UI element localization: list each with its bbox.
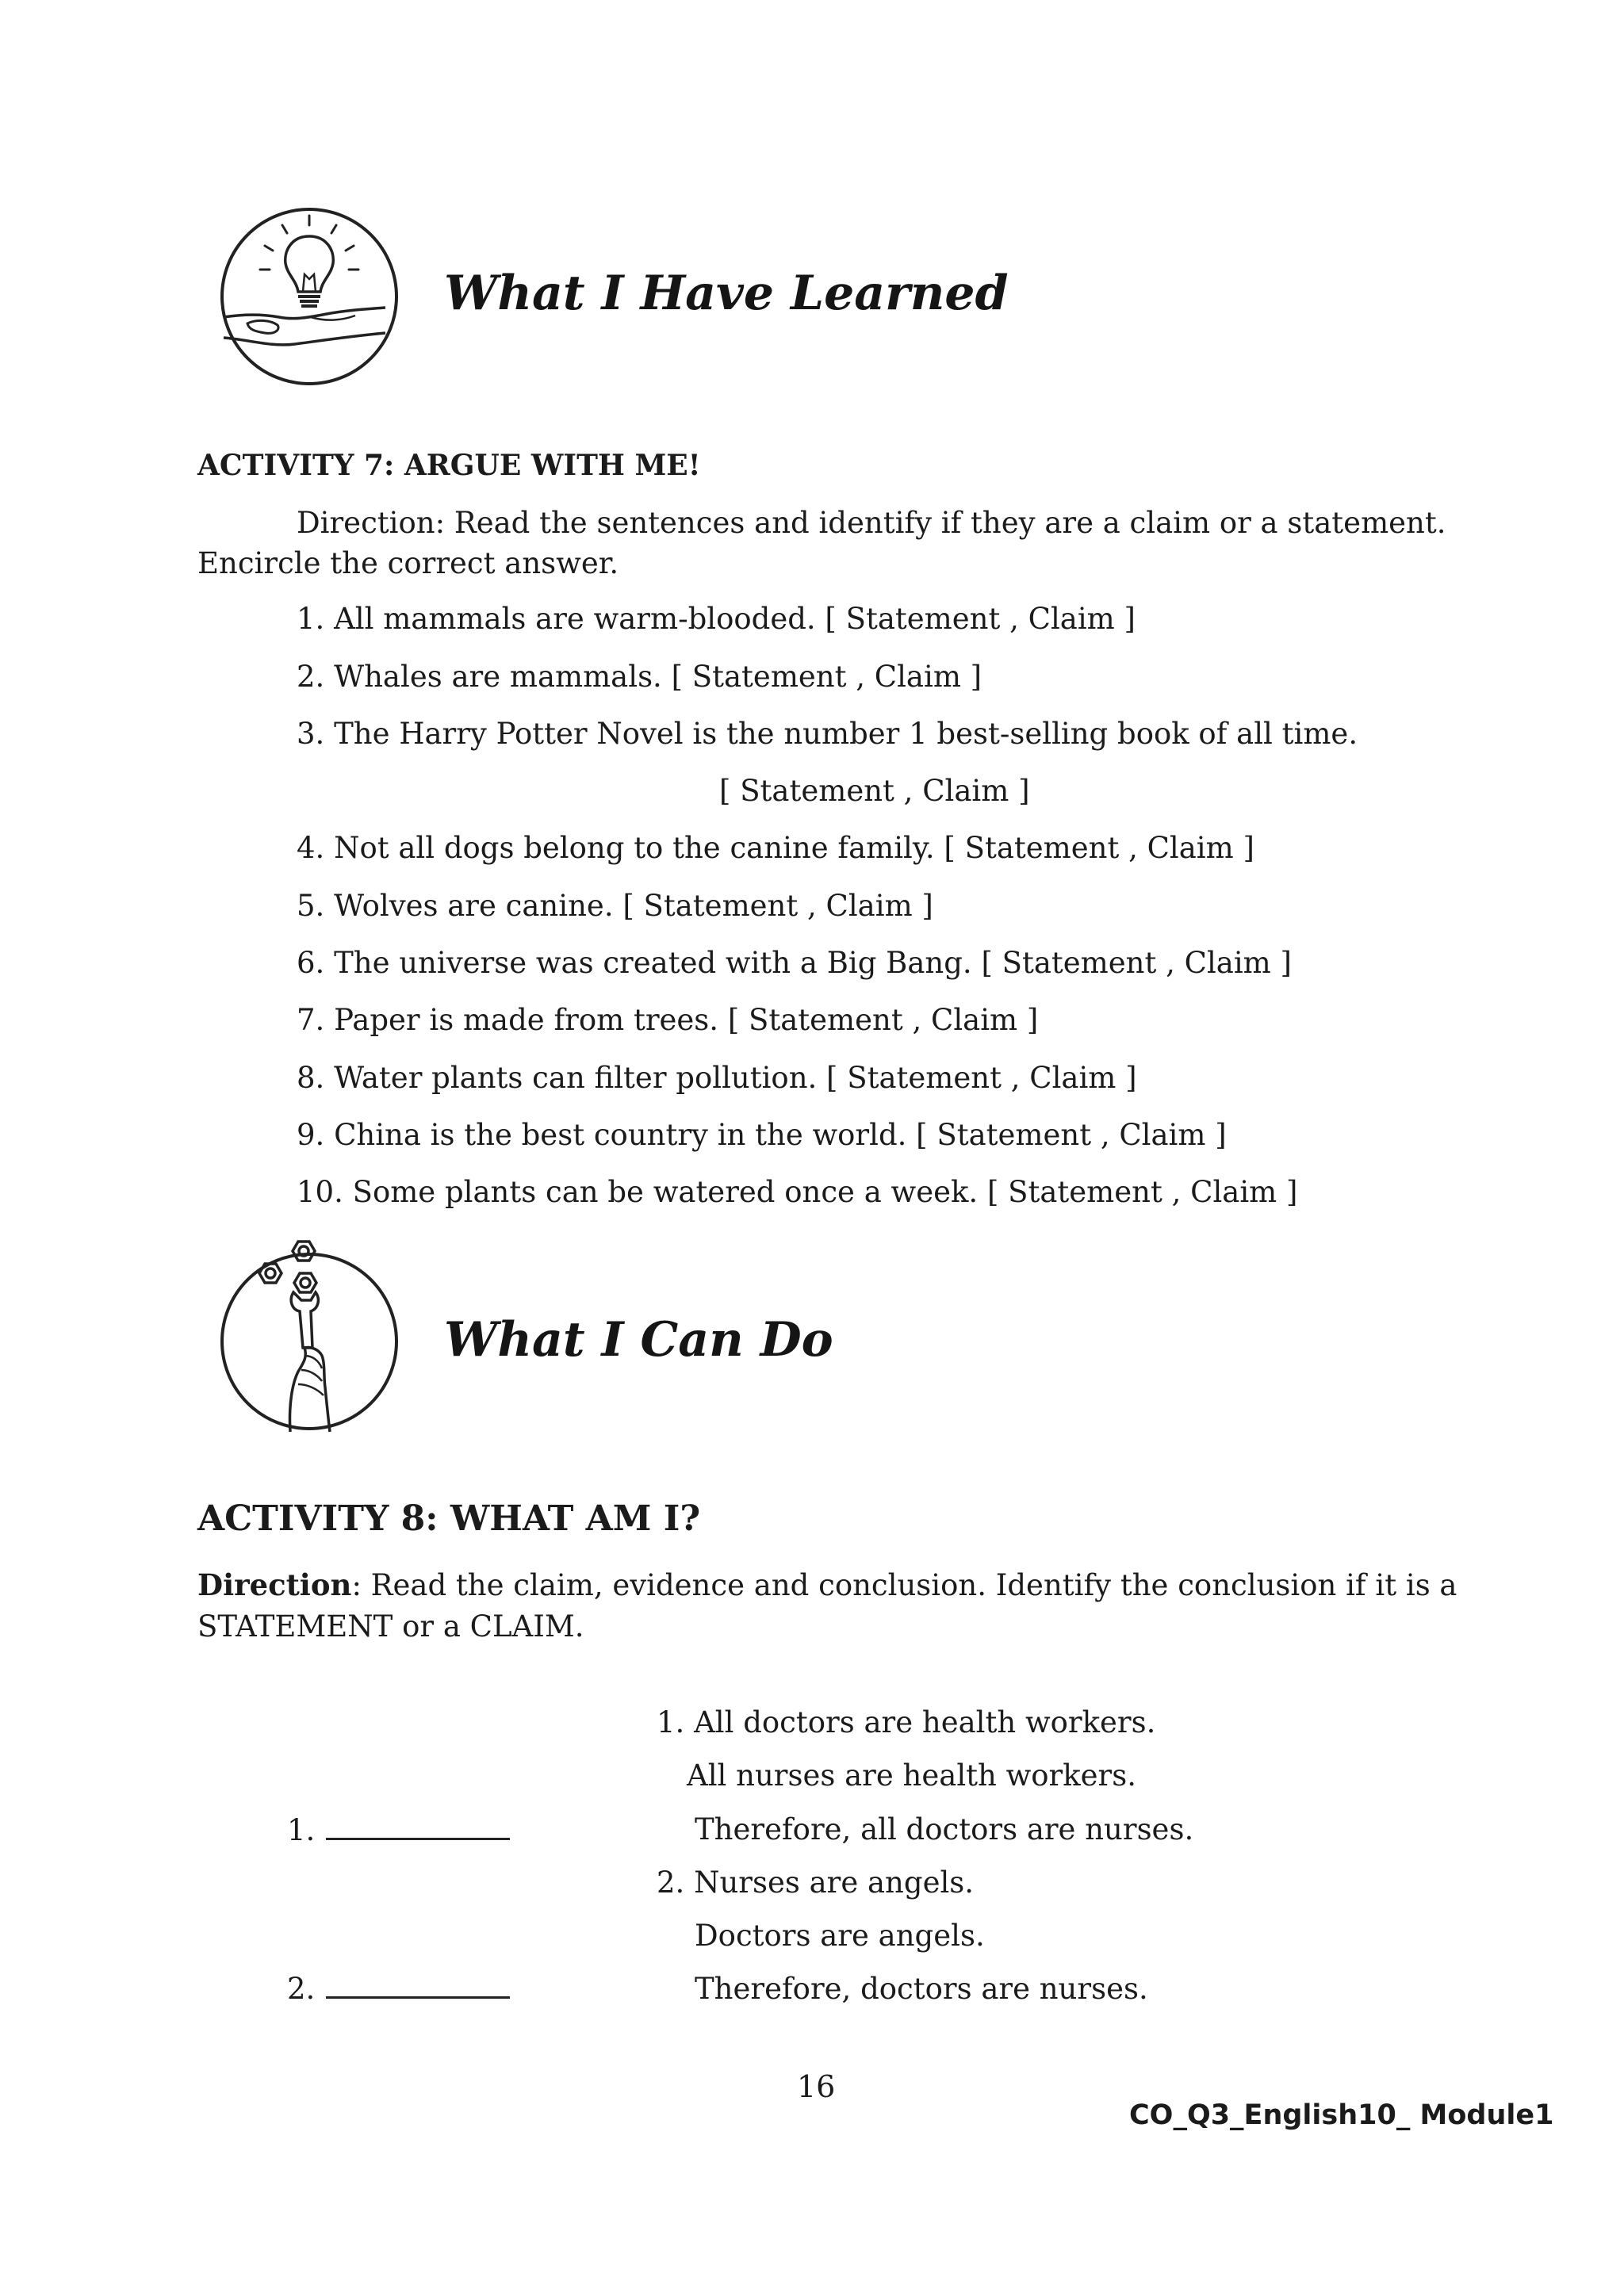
list-item: 10. Some plants can be watered once a week. [ Statement , Claim ] xyxy=(297,1175,1298,1209)
activity7-direction-line1: Direction: Read the sentences and identify if they are a claim or a statement. xyxy=(297,506,1446,540)
direction-label: Direction xyxy=(197,1567,352,1602)
module-code: CO_Q3_English10_ Module1 xyxy=(1129,2099,1554,2131)
answer-1-label: 1. xyxy=(287,1813,316,1847)
activity8-direction-line1 xyxy=(197,1567,1457,1602)
list-item: 5. Wolves are canine. [ Statement , Claim ] xyxy=(297,889,933,923)
syllogism-2-line-1: 2. Nurses are angels. xyxy=(657,1866,975,1900)
answer-2-label: 2. xyxy=(287,1972,316,2006)
direction-text: : Read the claim, evidence and conclusion. Identify the conclusion if it is a xyxy=(351,1568,1457,1602)
list-item: 3. The Harry Potter Novel is the number 1 best-selling book of all time. xyxy=(297,717,1358,751)
list-item: 4. Not all dogs belong to the canine family. [ Statement , Claim ] xyxy=(297,831,1254,865)
answer-blank-2[interactable] xyxy=(287,1972,510,2006)
section-title-learned: What I Have Learned xyxy=(444,266,1009,321)
lightbulb-hand-icon xyxy=(216,198,403,395)
list-item: 8. Water plants can filter pollution. [ Statement , Claim ] xyxy=(297,1061,1137,1095)
section-title-can-do: What I Can Do xyxy=(444,1312,833,1368)
activity8-heading: ACTIVITY 8: WHAT AM I? xyxy=(197,1498,701,1539)
list-item: 9. China is the best country in the world. [ Statement , Claim ] xyxy=(297,1118,1227,1152)
answer-blank-1[interactable] xyxy=(287,1813,510,1847)
syllogism-2-line-3: Therefore, doctors are nurses. xyxy=(695,1972,1148,2006)
page-number: 16 xyxy=(797,2069,836,2104)
syllogism-1-line-1: 1. All doctors are health workers. xyxy=(657,1705,1156,1739)
activity8-direction-line2: STATEMENT or a CLAIM. xyxy=(197,1609,584,1644)
answer-2-line[interactable] xyxy=(326,1996,510,1999)
list-item: 1. All mammals are warm-blooded. [ Statement , Claim ] xyxy=(297,602,1136,636)
wrench-hand-icon xyxy=(216,1237,403,1433)
activity7-heading: ACTIVITY 7: ARGUE WITH ME! xyxy=(197,449,701,482)
activity7-direction-line2: Encircle the correct answer. xyxy=(197,546,619,580)
list-item: 2. Whales are mammals. [ Statement , Claim ] xyxy=(297,660,982,694)
syllogism-1-line-3: Therefore, all doctors are nurses. xyxy=(695,1812,1194,1846)
syllogism-2-line-2: Doctors are angels. xyxy=(695,1919,985,1953)
answer-1-line[interactable] xyxy=(326,1838,510,1840)
list-item: 7. Paper is made from trees. [ Statement , Claim ] xyxy=(297,1003,1039,1037)
syllogism-1-line-2: All nurses are health workers. xyxy=(687,1758,1136,1793)
list-item: 6. The universe was created with a Big Bang. [ Statement , Claim ] xyxy=(297,946,1292,980)
list-item: [ Statement , Claim ] xyxy=(719,774,1030,808)
